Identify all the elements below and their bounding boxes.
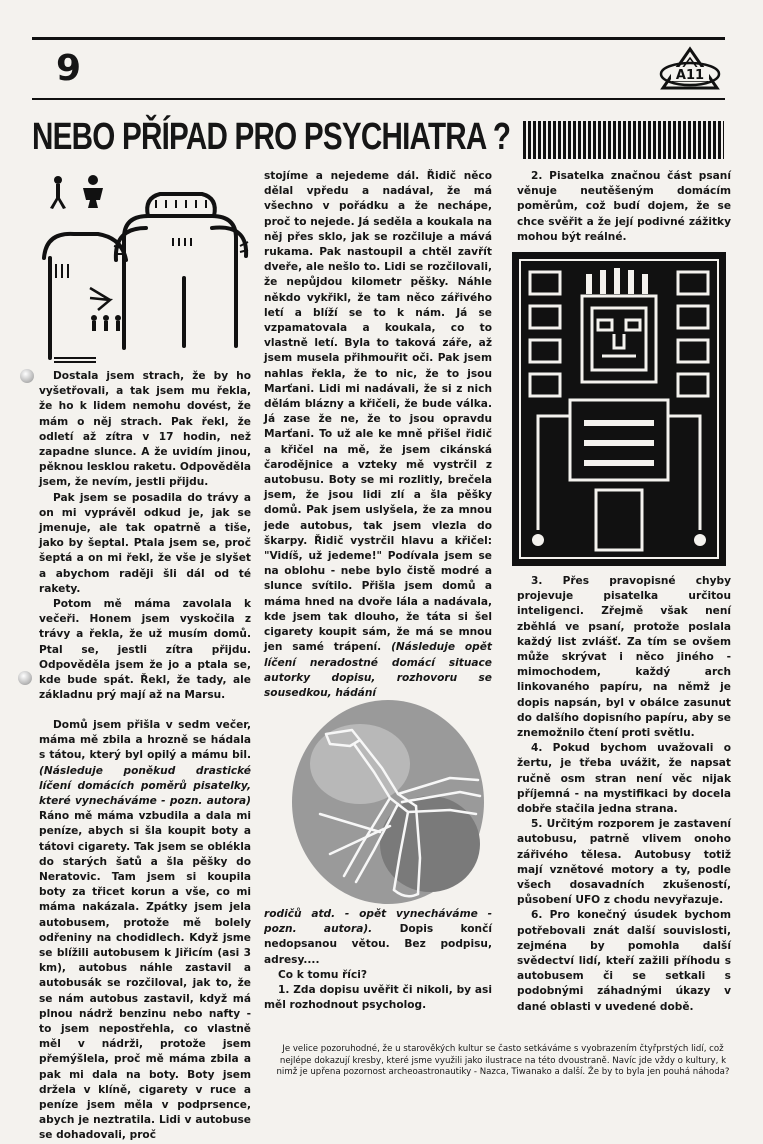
header-rule (32, 98, 725, 100)
editor-note: (Následuje poněkud drastické líčení domácích poměrů pisatelky, které vynecháváme - pozn. autora) (39, 764, 251, 808)
paragraph: Potom mě máma zavolala k večeři. Honem jsem vyskočila z trávy a řekla, že už musím domů. Ptal se, jestli zítra přijdu. Odpověděla jsem že jo a ptala se, kde bude spát. Řekl, že tady, ale základnu prý mají až na Marsu. (39, 598, 251, 702)
point-1: 1. Zda dopisu uvěřit či nikoli, by asi měl rozhodnout psycholog. (264, 984, 492, 1012)
rock-art-illustration (36, 168, 254, 366)
column-1-upper (39, 369, 251, 719)
paragraph-lead: Domů jsem přišla v sedm večer, máma mě zbila a hrozně se hádala s tátou, který byl opilý a mámu bil. (39, 719, 251, 762)
question-heading: Co k tomu říci? (278, 968, 367, 981)
headline-stripes (523, 121, 724, 159)
editor-note: rodičů atd. - opět vynecháváme - pozn. autora). (264, 908, 492, 936)
point-2: 2. Pisatelka značnou část psaní věnuje neutěšeným domácím poměrům, což budí dojem, že se chce svěřit a že její podivné zážitky mohou být reálné. (517, 170, 731, 243)
column-2-top (264, 169, 492, 699)
image-caption: Je velice pozoruhodné, že u starověkých kultur se často setkáváme s vyobrazením čtyřprstých lidí, což nejlépe dokazují kresby, které jsme využili jako ilustrace na této dvoustraně. Navíc jde vždy o kultury, k nimž je upřena pozornost archeoastronautiky - Nazca, Tiwanako a další. Že by to byla jen pouhá náhoda? (276, 1044, 730, 1077)
paragraph: Dostala jsem strach, že by ho vyšetřovali, a tak jsem mu řekla, že ho k lidem nemohu dovést, že mám o něj strach. Pak řekl, že odletí až zítra v 17 hodin, než zapadne slunce. A že uvidím jinou, pěknou lesklou raketu. Odpověděla jsem, že nevím, jestli přijdu. (39, 370, 251, 489)
paragraph (264, 907, 492, 968)
nazca-geoglyph-illustration (290, 694, 488, 906)
editor-note: (Následuje opět líčení neradostné domácí situace autorky dopisu, rozhovoru se sousedkou, hádání (264, 641, 492, 699)
column-3-top (517, 169, 731, 249)
paragraph (39, 718, 251, 1144)
page-number: 9 (56, 48, 82, 89)
paragraph-rest: Ráno mě máma vzbudila a dala mi peníze, abych si šla koupit boty a tátovi cigarety. Tak jsem se oblékla do starých šatů a šla pěšky do Neratovic. Tam jsem si koupila boty za třicet korun a vše, co mi máma nakázala. Zpátky jsem jela autobusem, protože mě bolely odřeniny na chodidlech. Když jsme se blížili autobusem k Jiřicím (asi 3 km), autobus náhle zastavil a autobusák se rozčiloval, jak to, že se nám autobus zastavil, když má plnou nádrž benzinu nebo nafty - to jsem nepostřehla, co vlastně měl v nádrži, protože jsem přemýšlela, proč mě máma zbila a pak mi dala na boty. Boty jsem držela v klíně, cigarety v ruce a peníze jsem měla v podprsence, abych je neztratila. Lidi v autobuse se dohadovali, proč (39, 810, 251, 1142)
headline: NEBO PŘÍPAD PRO PSYCHIATRA ? (32, 116, 511, 158)
column-1-lower (39, 718, 251, 1142)
paragraph-rest: Dopis končí nedopsanou větou. Bez podpisu, adresy.... (264, 923, 492, 966)
paragraph (264, 169, 492, 701)
point-6: 6. Pro konečný úsudek bychom potřebovali znát další souvislosti, zejména by pomohla další svědectví lidí, kteří zažili příhodu s autobusem či se setkali s podobnými záhadnými úkazy v dané oblasti v uvedené době. (517, 909, 731, 1013)
gate-of-the-sun-illustration (510, 250, 728, 568)
point-3: 3. Přes pravopisné chyby projevuje pisatelka určitou inteligenci. Zřejmě však není zběhlá ve psaní, protože poslala každý list zvlášť. Za tím se ovšem může skrývat i něco jiného - mimochodem, každý arch linkovaného papíru, na němž je dopis napsán, byl v obálce zasunut do dalšího dopisního papíru, aby se znemožnilo čtení proti světlu. (517, 575, 731, 740)
bullet-marker (18, 671, 32, 685)
top-rule (32, 37, 725, 40)
column-2-bottom (264, 907, 492, 1037)
point-5: 5. Určitým rozporem je zastavení autobusu, patrně vlivem onoho zářivého tělesa. Autobusy totiž mají vznětové motory a ty, podle všech dosavadních zkušeností, působení UFO z chodu nevyřazuje. (517, 818, 731, 907)
paragraph-text: stojíme a nejedeme dál. Řidič něco dělal vpředu a nadával, že má všechno v pořádku a že nechápe, proč to nejede. Já seděla a koukala na něj přes sklo, jak se rozčiluje a mává rukama. Pak nastoupil a chtěl zavřít dveře, ale nešlo to. Lidi se rozčilovali, že nepůjdou kilometr pěšky. Náhle někdo vykřikl, že tam něco zářivého letí a blíží se to k nám. Já se vzpamatovala a koukala, co to vlastně letí. Byla to taková záře, až jsem musela přihmouřit oči. Pak jsem nahlas řekla, že to nic, že to jsou Marťani. Lidi mi nadávali, že si z nich dělám blázny a křičeli, že bude válka. Já zase že ne, že to jsou opravdu Marťani. To už ale ke mně přišel řidič a křičel na mě, že jsem cikánská čarodějnice a vzteky mě vystrčil z autobusu. Boty se mi rozlitly, brečela jsem, že jsou lidi zlí a šla pěšky domů. Pak jsem uslyšela, že za mnou jede autobus, tak jsem vlezla do škarpy. Řidič vystrčil hlavu a křičel: "Vidíš, už jedeme!" Podívala jsem se na oblohu - nebe bylo čistě modré a slunce svítilo. Přišla jsem domů a máma hned na dvoře lála a nadávala, kde jsem tak dlouho, že táta si šel cigarety koupit sám, že má se mnou jen samé trápení. (264, 170, 492, 654)
bullet-marker (20, 369, 34, 383)
column-3-bottom (517, 574, 731, 1039)
paragraph: Pak jsem se posadila do trávy a on mi vyprávěl odkud je, jak se jmenuje, ale tak opatrně a tiše, jako by šeptal. Ptala jsem se, proč šeptá a on mi řekl, že vše je slyšet a abychom raději šli dál od té rakety. (39, 491, 251, 595)
point-4: 4. Pokud bychom uvažovali o žertu, je třeba uvážit, že napsat ručně osm stran není věc nijak příjemná - na mystifikaci by docela dobře stačila jedna strana. (517, 742, 731, 816)
magazine-logo (657, 44, 723, 94)
logo-text: A11 (675, 68, 705, 83)
